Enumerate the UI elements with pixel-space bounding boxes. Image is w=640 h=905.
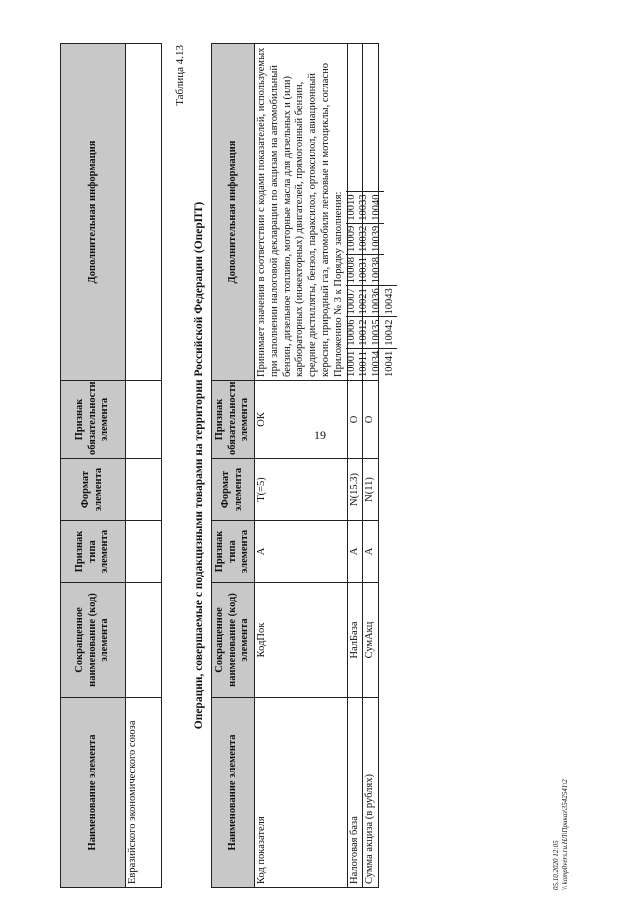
code-value: 10043	[384, 286, 397, 317]
code-value: 10007	[346, 286, 359, 317]
table-row	[255, 44, 348, 888]
code-value: 10001	[346, 348, 359, 377]
table-continuation	[60, 43, 162, 888]
cell-type: А	[255, 521, 348, 583]
cell-name: Код показателя	[255, 698, 348, 888]
header-format: Формат элемента	[212, 459, 255, 521]
cell-format: N(11)	[363, 459, 379, 521]
cell-required: ОК	[255, 381, 348, 459]
footer-path: \\ komp0vers.ru.HЛ\Приказ\3542541\2	[561, 779, 569, 890]
code-value: 10033	[358, 192, 371, 223]
page-number: 19	[314, 428, 326, 442]
cell-info	[126, 44, 162, 381]
code-value: 10032	[358, 223, 371, 254]
cell-type	[126, 521, 162, 583]
header-info: Дополнительная информация	[61, 44, 126, 381]
code-value: 10040	[371, 192, 384, 223]
header-info: Дополнительная информация	[212, 44, 255, 381]
cell-name: Налоговая база	[347, 698, 363, 888]
table-header-row	[61, 44, 126, 888]
header-type: Признак типа элемента	[61, 521, 126, 583]
header-code: Сокращенное наименование (код) элемента	[61, 583, 126, 698]
table-header-row	[212, 44, 255, 888]
code-value: 10008	[346, 255, 359, 286]
cell-format	[126, 459, 162, 521]
code-value: 10034	[371, 348, 384, 377]
cell-format: T(=5)	[255, 459, 348, 521]
codes-row	[384, 192, 397, 377]
cell-code: СумАкц	[363, 583, 379, 698]
table-label: Таблица 4.13	[174, 45, 186, 106]
code-value: 10035	[371, 317, 384, 348]
cell-code: НалБаза	[347, 583, 363, 698]
code-value: 10041	[384, 348, 397, 377]
code-value: 10009	[346, 223, 359, 254]
code-value: 10036	[371, 286, 384, 317]
code-value: 10021	[358, 286, 371, 317]
table-row	[363, 44, 379, 888]
cell-name: Сумма акциза (в рублях)	[363, 698, 379, 888]
header-required: Признак обязательности элемента	[61, 381, 126, 459]
code-value: 10038	[371, 255, 384, 286]
cell-required	[126, 381, 162, 459]
cell-format: N(15.3)	[347, 459, 363, 521]
code-value: 10039	[371, 223, 384, 254]
cell-required: О	[347, 381, 363, 459]
table-row	[126, 44, 162, 888]
cell-code: КодПок	[255, 583, 348, 698]
cell-code	[126, 583, 162, 698]
cell-info	[255, 44, 395, 381]
rotated-content	[60, 43, 640, 888]
code-value: 10042	[384, 317, 397, 348]
header-format: Формат элемента	[61, 459, 126, 521]
cell-required: О	[363, 381, 379, 459]
code-value: 10006	[346, 317, 359, 348]
info-text: Принимает значения в соответствии с кодами показателей, используемых при заполнении налоговой декларации по акцизам на автомобильный бензин, дизельное топливо, моторные масла для дизельных и (или) карбюраторных (инжекторных) двигателей, прямогонный бензин, средние дистилляты, бензол, параксилол, ортоксилол, авиационный керосин, природный газ, автомобили легковые и мотоциклы, согласно Приложению № 3 к Порядку заполнения:	[256, 47, 344, 377]
footer-date: 05.10.2020 12:05	[552, 840, 560, 890]
table-operations	[211, 43, 395, 888]
code-value: 10011	[358, 348, 371, 377]
codes-row	[371, 192, 384, 377]
table-title: Операции, совершаемые с подакцизными товарами на территории Российской Федерации (ОперПТ)	[193, 201, 205, 730]
code-value: 10010	[346, 192, 359, 223]
header-name: Наименование элемента	[212, 698, 255, 888]
header-code: Сокращенное наименование (код) элемента	[212, 583, 255, 698]
cell-type: А	[363, 521, 379, 583]
code-value: 10012	[358, 317, 371, 348]
header-required: Признак обязательности элемента	[212, 381, 255, 459]
codes-list	[346, 192, 397, 378]
cell-name: Евразийского экономического союза	[126, 698, 162, 888]
header-type: Признак типа элемента	[212, 521, 255, 583]
codes-row	[346, 192, 359, 377]
header-name: Наименование элемента	[61, 698, 126, 888]
cell-type: А	[347, 521, 363, 583]
table-row	[347, 44, 363, 888]
footer-stamp	[552, 780, 592, 890]
codes-row	[358, 192, 371, 377]
code-value: 10031	[358, 255, 371, 286]
